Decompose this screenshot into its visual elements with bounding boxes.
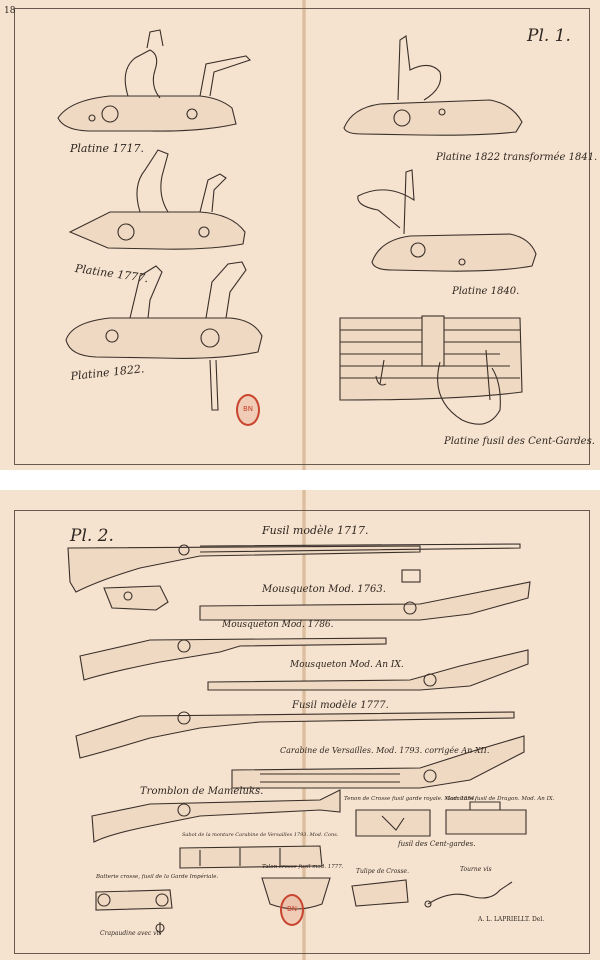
caption-sabot-monture: Sabot de la monture Carabine de Versailles 1793. Mod. Cons. [182, 832, 339, 838]
caption-mousqueton-1786: Mousqueton Mod. 1786. [222, 620, 334, 630]
caption-tulipe-crosse: Tulipe de Crosse. [356, 868, 409, 875]
lock-1840-drawing [358, 170, 536, 271]
caption-platine-1717: Platine 1717. [70, 142, 144, 155]
caption-mousqueton-an-ix: Mousqueton Mod. An IX. [290, 660, 404, 670]
caption-talon-crosse: Talon crosse fusil mod. 1777. [262, 864, 344, 870]
mousqueton-an-ix-drawing [208, 650, 528, 690]
caption-tromblon: Tromblon de Mameluks. [140, 786, 264, 797]
lock-1717-drawing [58, 30, 250, 131]
caption-platine-cent-gardes: Platine fusil des Cent-Gardes. [444, 436, 595, 447]
caption-fusil-1717: Fusil modèle 1717. [262, 524, 369, 537]
caption-platine-1822: Platine 1822. [70, 362, 145, 383]
plate-2-illustrations [0, 490, 600, 960]
plate-2-spread [0, 490, 600, 960]
tulipe-crosse-detail [352, 880, 408, 906]
page-marker: 18 [4, 6, 16, 16]
caption-platine-1822-transformee: Platine 1822 transformée 1841. [436, 152, 598, 163]
caption-batterie: Batterie crosse, fusil de la Garde Impériale. [96, 874, 219, 880]
library-stamp-text: BN [242, 405, 254, 413]
trigger-guard-detail [104, 586, 168, 610]
caption-mousqueton-1763: Mousqueton Mod. 1763. [262, 584, 386, 595]
caption-tenon-crosse: Tenon de Crosse fusil garde royale. Mod. 1854. [344, 796, 477, 802]
batterie-detail [96, 890, 172, 910]
lock-1822-transformee-drawing [344, 36, 522, 135]
caption-platine-1840: Platine 1840. [452, 286, 520, 297]
tourne-vis-detail [425, 882, 512, 907]
caption-tourne-vis: Tourne vis [460, 866, 492, 873]
carabine-versailles-drawing [232, 736, 524, 788]
library-stamp-text: BN [286, 905, 298, 913]
plate-2-label: Pl. 2. [70, 526, 114, 546]
library-stamp [236, 394, 260, 426]
lock-1777-drawing [70, 150, 245, 249]
plate-1-label: Pl. 1. [527, 26, 571, 46]
caption-platine-1777: Platine 1777. [74, 262, 150, 286]
caption-fusil-des-cent-gardes: fusil des Cent-gardes. [398, 840, 476, 848]
caption-crapaudine: Crapaudine avec vis [100, 930, 162, 937]
caption-garniture-dragon: Garniture fusil de Dragon. Mod. An IX. [446, 796, 555, 802]
mousqueton-1786-drawing [80, 638, 386, 680]
lock-1822-drawing [66, 262, 262, 410]
library-stamp [280, 894, 304, 926]
cent-gardes-lock-drawing [340, 316, 522, 424]
plate-1-illustrations [0, 0, 600, 470]
tenon-crosse-detail [356, 810, 430, 836]
garniture-dragon-detail [446, 802, 526, 834]
engraver-signature: A. L. LAPRIELLT. Del. [478, 916, 545, 923]
caption-carabine-versailles: Carabine de Versailles. Mod. 1793. corrigée An XII. [280, 746, 490, 755]
caption-fusil-1777: Fusil modèle 1777. [292, 700, 389, 711]
plate-1-spread [0, 0, 600, 470]
